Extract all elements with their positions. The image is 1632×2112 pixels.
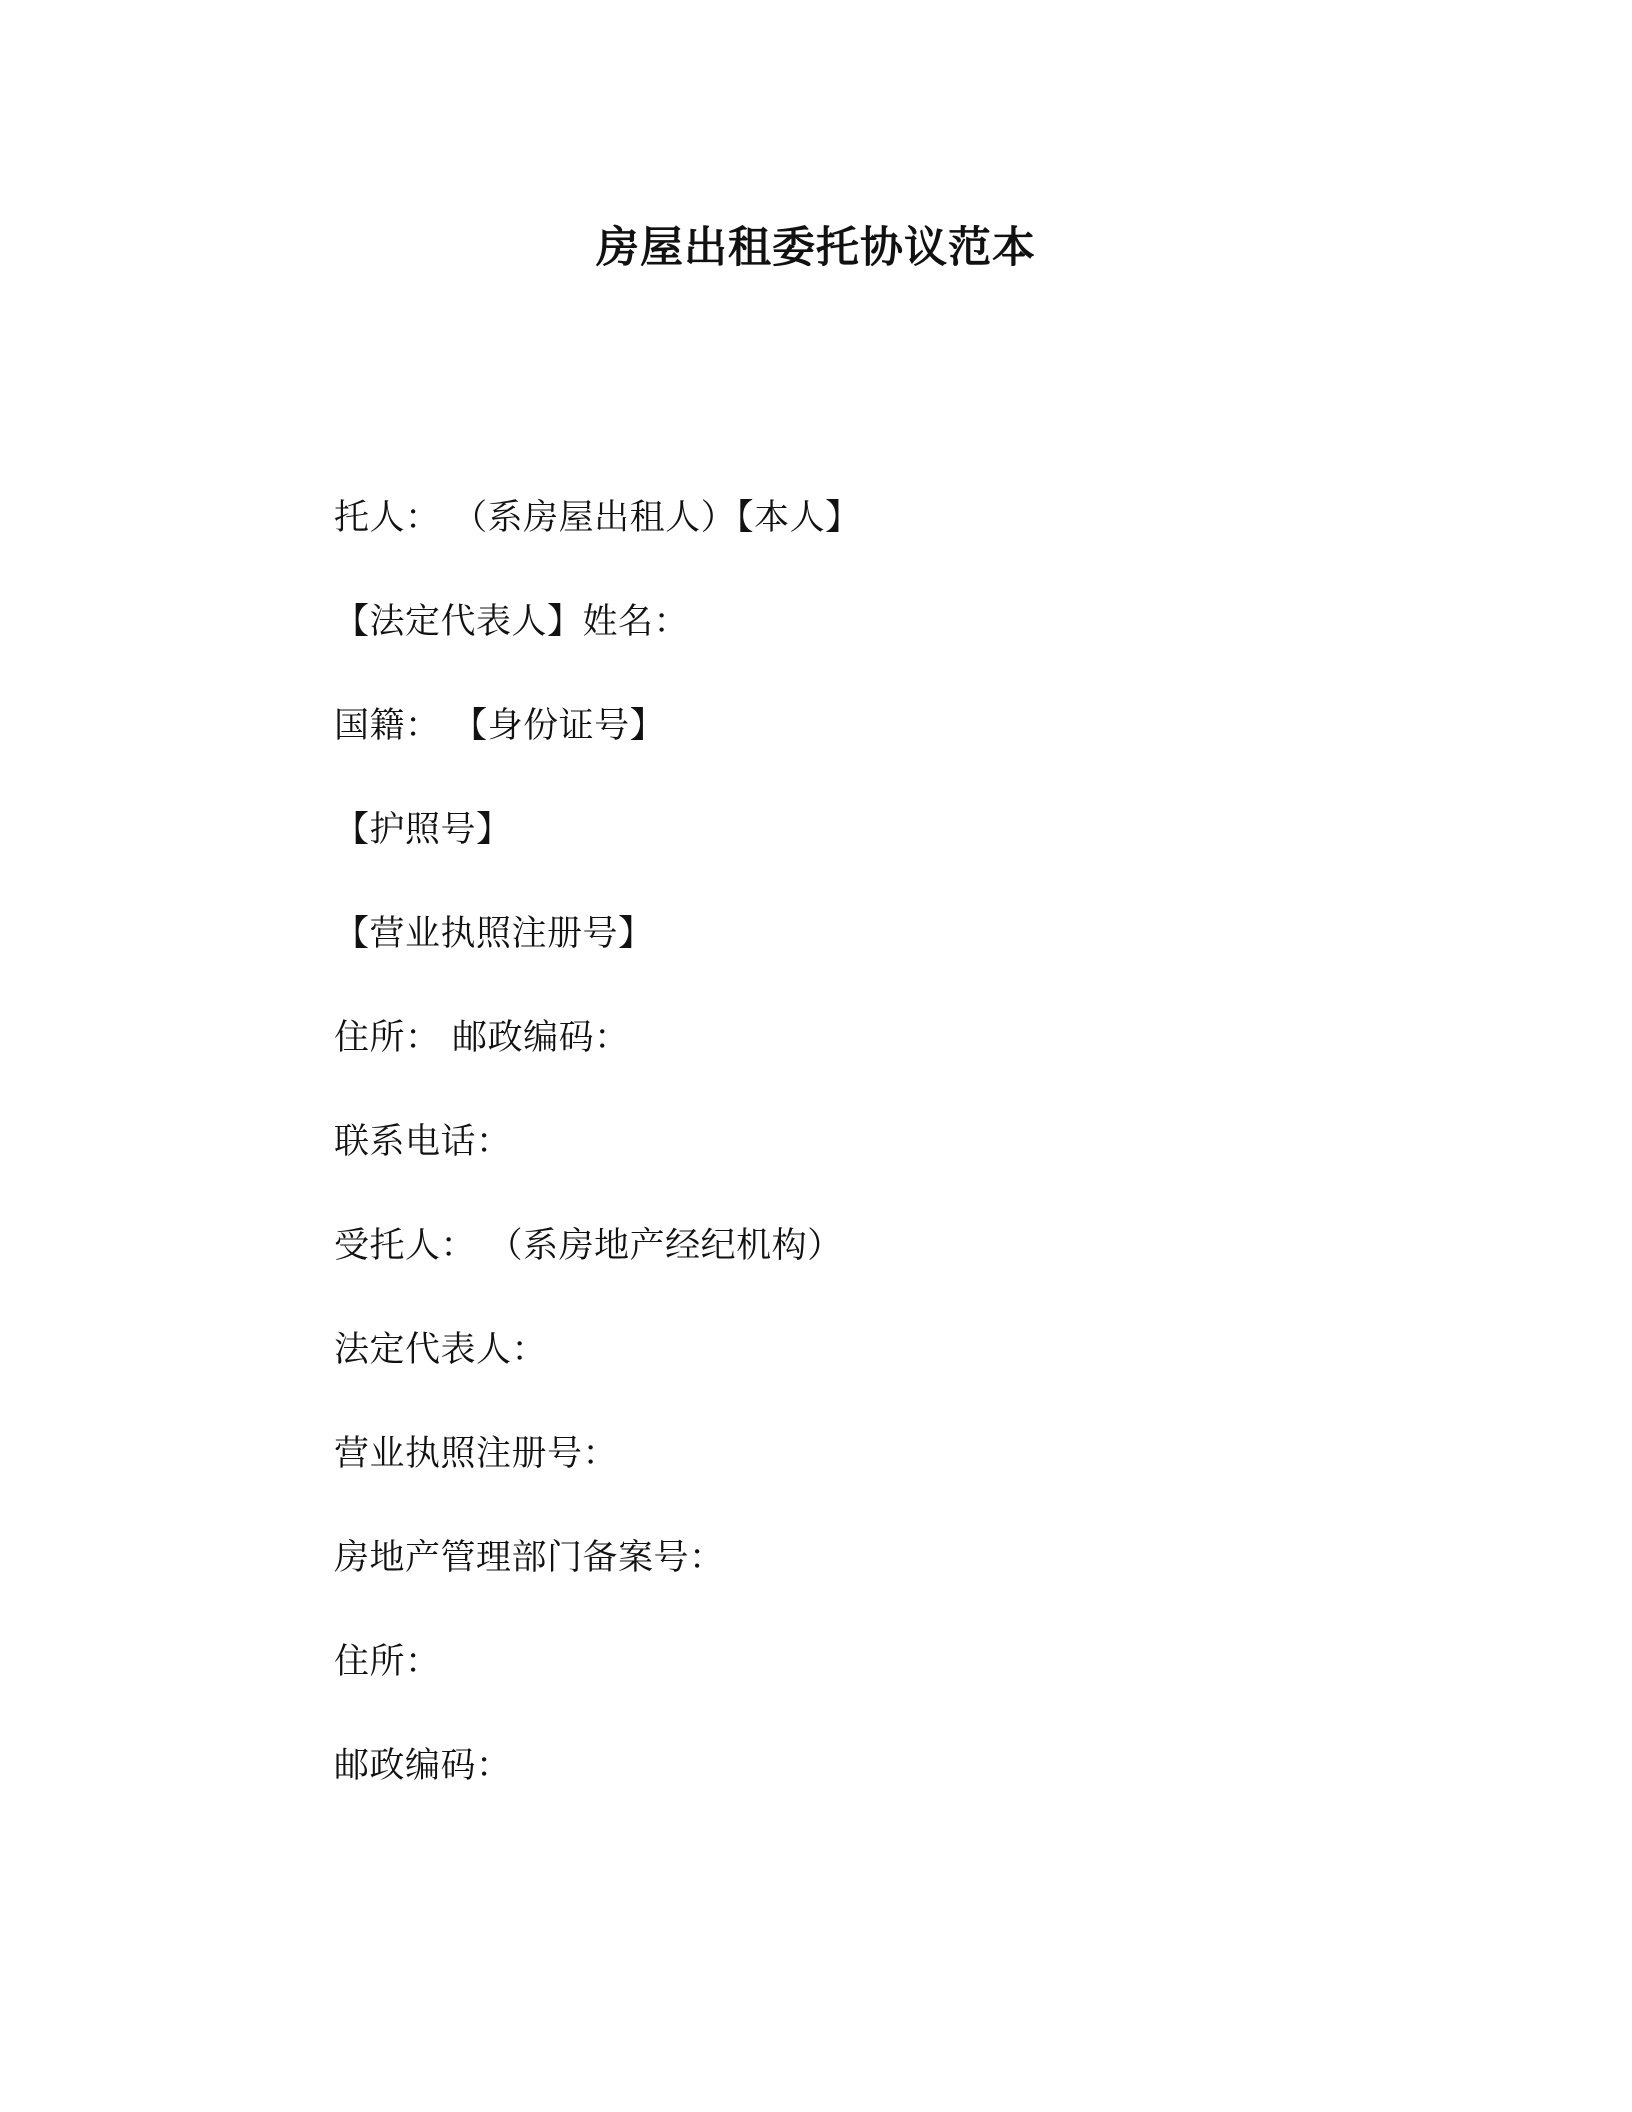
party-fields-list xyxy=(334,490,1534,1842)
phone-line: 联系电话： xyxy=(334,1122,512,1162)
business-license-line: 【营业执照注册号】 xyxy=(334,914,654,954)
agent-legal-rep-line: 法定代表人： xyxy=(334,1330,548,1370)
agent-line: 受托人： （系房地产经纪机构） xyxy=(334,1226,843,1266)
address-postcode-line: 住所： 邮政编码： xyxy=(334,1018,630,1058)
document-title: 房屋出租委托协议范本 xyxy=(596,223,1036,273)
agent-address-line: 住所： xyxy=(334,1642,441,1682)
passport-line: 【护照号】 xyxy=(334,810,512,850)
agent-filing-number-line: 房地产管理部门备案号： xyxy=(334,1538,725,1578)
legal-rep-name-line: 【法定代表人】姓名： xyxy=(334,602,690,642)
agent-license-line: 营业执照注册号： xyxy=(334,1434,619,1474)
principal-line: 托人： （系房屋出租人）【本人】 xyxy=(334,498,861,538)
nationality-id-line: 国籍： 【身份证号】 xyxy=(334,706,666,746)
agent-postcode-line: 邮政编码： xyxy=(334,1746,512,1786)
